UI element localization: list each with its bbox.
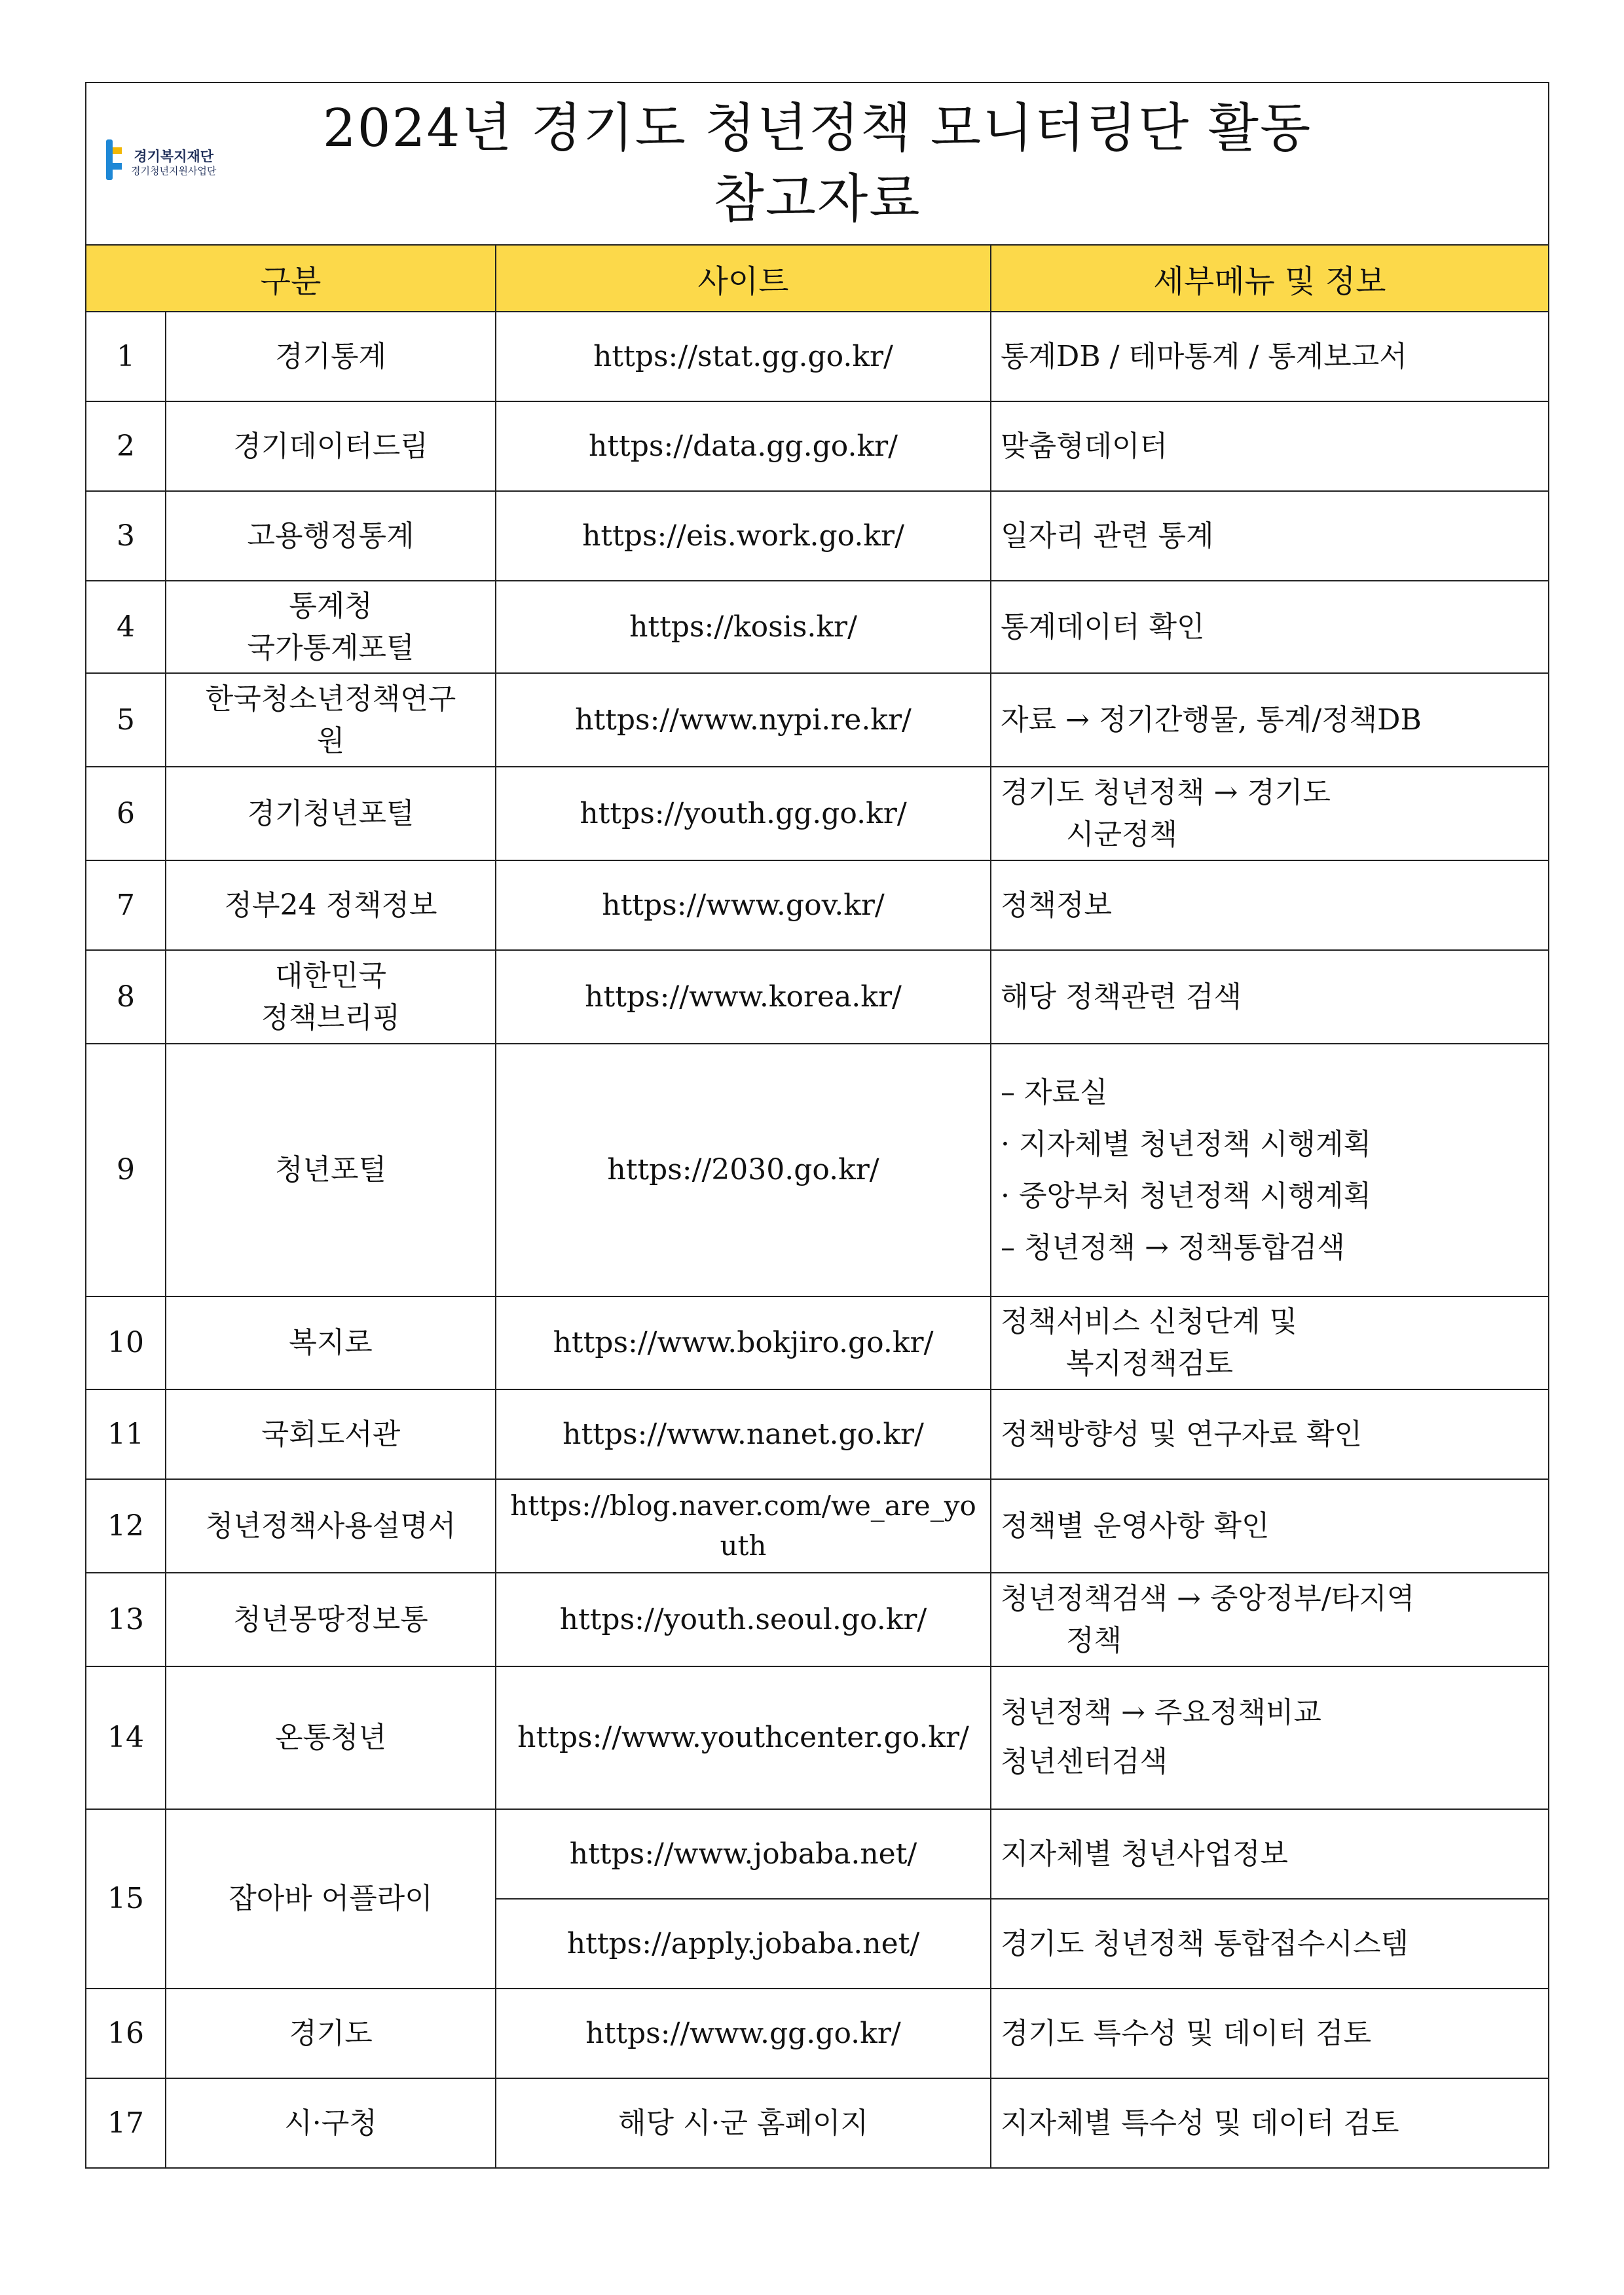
row-site-link[interactable]: https://youth.seoul.go.kr/ [496, 1573, 991, 1666]
table-row [86, 1809, 1549, 1899]
table-row [86, 1044, 1549, 1296]
row-site-link[interactable]: https://2030.go.kr/ [496, 1044, 991, 1296]
row-name: 정부24 정책정보 [166, 860, 496, 950]
row-number: 6 [86, 767, 166, 860]
row-detail-line: 정책서비스 신청단계 및 [1001, 1305, 1298, 1339]
row-detail [991, 1044, 1549, 1296]
row-number: 5 [86, 673, 166, 767]
row-site-link[interactable]: https://eis.work.go.kr/ [496, 491, 991, 581]
row-detail: 경기도 청년정책 통합접수시스템 [991, 1899, 1549, 1989]
row-site-link[interactable]: https://www.gov.kr/ [496, 860, 991, 950]
row-name: 복지로 [166, 1296, 496, 1389]
row-name: 고용행정통계 [166, 491, 496, 581]
table-row [86, 1389, 1549, 1479]
row-detail-line: · 지자체별 청년정책 시행계획 [1001, 1127, 1371, 1161]
row-detail [991, 1296, 1549, 1389]
row-site-link[interactable]: https://data.gg.go.kr/ [496, 401, 991, 491]
row-name: 경기데이터드림 [166, 401, 496, 491]
row-number: 10 [86, 1296, 166, 1389]
row-name [166, 950, 496, 1044]
row-detail-line: 정책 [1066, 1623, 1122, 1657]
row-name: 국회도서관 [166, 1389, 496, 1479]
row-name-line: 한국청소년정책연구 [205, 682, 456, 716]
row-number: 15 [86, 1809, 166, 1989]
row-detail-line: 시군정책 [1066, 817, 1178, 851]
row-detail: 정책정보 [991, 860, 1549, 950]
table-row [86, 1666, 1549, 1809]
row-name: 청년포털 [166, 1044, 496, 1296]
row-number: 17 [86, 2078, 166, 2168]
row-site-link[interactable]: https://kosis.kr/ [496, 581, 991, 673]
row-detail [991, 1666, 1549, 1809]
row-site-link[interactable]: https://www.jobaba.net/ [496, 1809, 991, 1899]
row-site-link[interactable]: https://www.gg.go.kr/ [496, 1989, 991, 2078]
logo-main-text: 경기복지재단 [134, 148, 214, 164]
row-name: 경기도 [166, 1989, 496, 2078]
row-name: 온통청년 [166, 1666, 496, 1809]
table-header [86, 245, 1549, 312]
foundation-logo [102, 139, 216, 185]
row-detail: 통계DB / 테마통계 / 통계보고서 [991, 312, 1549, 401]
row-name: 경기통계 [166, 312, 496, 401]
row-number: 11 [86, 1389, 166, 1479]
row-detail: 해당 정책관련 검색 [991, 950, 1549, 1044]
row-number: 1 [86, 312, 166, 401]
row-number: 8 [86, 950, 166, 1044]
row-site-link[interactable]: https://apply.jobaba.net/ [496, 1899, 991, 1989]
table-row [86, 581, 1549, 673]
page-title: 2024년 경기도 청년정책 모니터링단 활동 [322, 98, 1312, 158]
row-detail: 지자체별 특수성 및 데이터 검토 [991, 2078, 1549, 2168]
table-row [86, 1573, 1549, 1666]
row-site-link[interactable]: https://www.youthcenter.go.kr/ [496, 1666, 991, 1809]
table-row [86, 673, 1549, 767]
row-detail-line: 청년정책검색 → 중앙정부/타지역 [1001, 1581, 1415, 1615]
row-number: 2 [86, 401, 166, 491]
row-site-link[interactable]: https://www.nypi.re.kr/ [496, 673, 991, 767]
row-detail-line: 경기도 청년정책 → 경기도 [1001, 775, 1331, 809]
row-detail [991, 767, 1549, 860]
row-detail-line: 청년센터검색 [1001, 1745, 1168, 1778]
table-row [86, 950, 1549, 1044]
row-name: 시·구청 [166, 2078, 496, 2168]
page-subtitle: 참고자료 [713, 168, 921, 229]
row-name [166, 673, 496, 767]
table-row [86, 401, 1549, 491]
table-row [86, 1989, 1549, 2078]
header-category: 구분 [86, 245, 496, 312]
row-number: 9 [86, 1044, 166, 1296]
row-detail: 일자리 관련 통계 [991, 491, 1549, 581]
row-site-text: 해당 시·군 홈페이지 [496, 2078, 991, 2168]
row-name [166, 581, 496, 673]
row-number: 14 [86, 1666, 166, 1809]
row-detail-line: 청년정책 → 주요정책비교 [1001, 1696, 1321, 1730]
row-name: 경기청년포털 [166, 767, 496, 860]
row-site-link[interactable]: https://www.nanet.go.kr/ [496, 1389, 991, 1479]
row-name-line: 통계청 [289, 589, 373, 623]
row-number: 3 [86, 491, 166, 581]
row-detail: 경기도 특수성 및 데이터 검토 [991, 1989, 1549, 2078]
header-detail: 세부메뉴 및 정보 [991, 245, 1549, 312]
row-detail: 자료 → 정기간행물, 통계/정책DB [991, 673, 1549, 767]
row-detail: 정책별 운영사항 확인 [991, 1479, 1549, 1573]
title-block [86, 83, 1549, 245]
header-site: 사이트 [496, 245, 991, 312]
row-number: 13 [86, 1573, 166, 1666]
row-number: 12 [86, 1479, 166, 1573]
row-number: 16 [86, 1989, 166, 2078]
row-detail-line: – 자료실 [1001, 1075, 1108, 1109]
row-site-link[interactable]: https://blog.naver.com/we_are_youth [496, 1479, 991, 1573]
table-row [86, 491, 1549, 581]
row-site-link[interactable]: https://stat.gg.go.kr/ [496, 312, 991, 401]
row-detail: 통계데이터 확인 [991, 581, 1549, 673]
row-name-line: 대한민국 [274, 959, 386, 993]
row-name: 청년정책사용설명서 [166, 1479, 496, 1573]
row-detail-line: · 중앙부처 청년정책 시행계획 [1001, 1179, 1371, 1213]
row-site-link[interactable]: https://youth.gg.go.kr/ [496, 767, 991, 860]
row-number: 4 [86, 581, 166, 673]
logo-sub-text: 경기청년지원사업단 [131, 164, 217, 177]
table-row [86, 767, 1549, 860]
table-row [86, 1479, 1549, 1573]
table-row [86, 860, 1549, 950]
row-detail: 지자체별 청년사업정보 [991, 1809, 1549, 1899]
row-number: 7 [86, 860, 166, 950]
row-detail: 맞춤형데이터 [991, 401, 1549, 491]
reference-table [85, 82, 1549, 2169]
row-detail-line: – 청년정책 → 정책통합검색 [1001, 1231, 1345, 1265]
row-site-link[interactable]: https://www.bokjiro.go.kr/ [496, 1296, 991, 1389]
table-row [86, 2078, 1549, 2168]
table-row [86, 312, 1549, 401]
foundation-logo-icon [102, 139, 124, 185]
row-detail: 정책방향성 및 연구자료 확인 [991, 1389, 1549, 1479]
row-name-line: 원 [316, 724, 345, 758]
row-detail-line: 복지정책검토 [1066, 1347, 1234, 1380]
row-name: 청년몽땅정보통 [166, 1573, 496, 1666]
row-name-line: 정책브리핑 [261, 1001, 401, 1035]
row-name-line: 국가통계포털 [247, 631, 415, 665]
row-detail [991, 1573, 1549, 1666]
row-site-link[interactable]: https://www.korea.kr/ [496, 950, 991, 1044]
reference-document [85, 82, 1548, 2169]
table-row [86, 1296, 1549, 1389]
row-name: 잡아바 어플라이 [166, 1809, 496, 1989]
